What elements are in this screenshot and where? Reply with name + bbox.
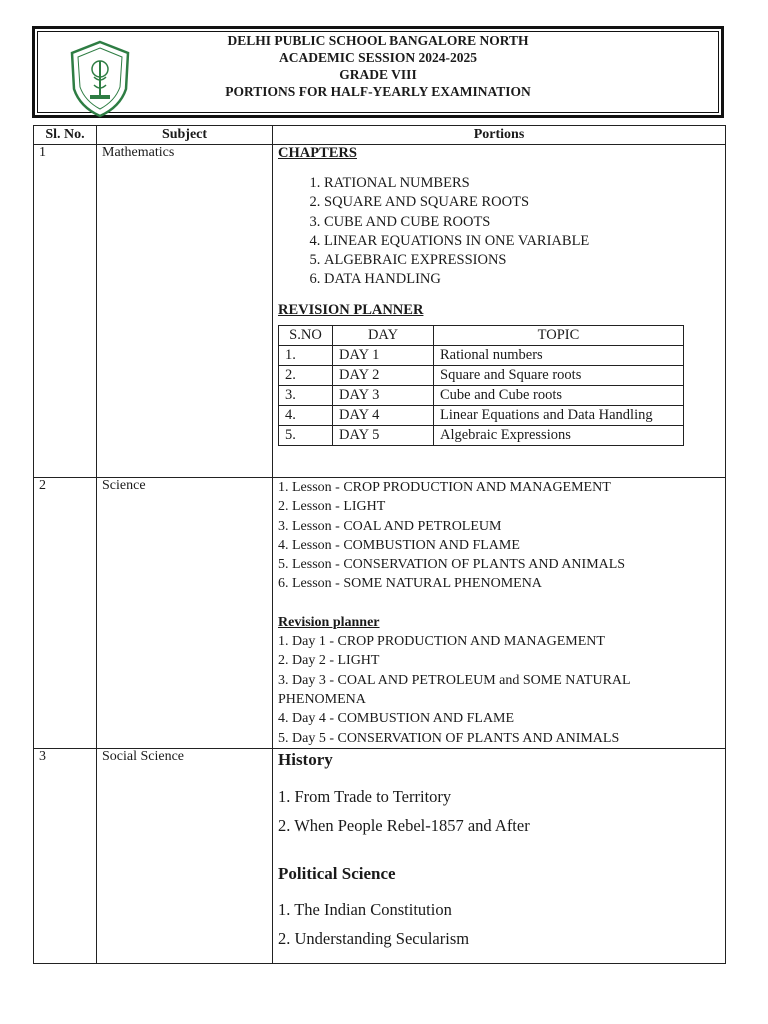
- planner-cell: DAY 2: [333, 365, 434, 385]
- chapter-list: [278, 174, 720, 290]
- table-row: [279, 365, 684, 385]
- portions-cell: [273, 478, 726, 749]
- list-item: 5. Lesson - CONSERVATION OF PLANTS AND ANIMALS: [278, 557, 626, 573]
- list-item: 3. Lesson - COAL AND PETROLEUM: [278, 518, 502, 534]
- sl-no: 2: [34, 478, 97, 749]
- planner-cell: 1.: [279, 345, 333, 365]
- list-item: 5. ALGEBRAIC EXPRESSIONS: [324, 251, 720, 270]
- col-header-subject: Subject: [97, 126, 273, 145]
- table-row-social-science: [34, 749, 726, 964]
- header-box: [32, 26, 724, 118]
- col-header-sl: Sl. No.: [34, 126, 97, 145]
- planner-cell: 2.: [279, 365, 333, 385]
- sl-no: 3: [34, 749, 97, 964]
- planner-cell: Cube and Cube roots: [434, 385, 684, 405]
- portions-cell: [273, 749, 726, 964]
- planner-cell: 4.: [279, 405, 333, 425]
- document-title: PORTIONS FOR HALF-YEARLY EXAMINATION: [225, 84, 531, 99]
- list-item: 2. SQUARE AND SQUARE ROOTS: [324, 193, 720, 212]
- subject-name: Social Science: [97, 749, 273, 964]
- list-item: 6. DATA HANDLING: [324, 270, 720, 289]
- planner-cell: DAY 5: [333, 425, 434, 445]
- planner-header: TOPIC: [434, 325, 684, 345]
- table-row-science: [34, 478, 726, 749]
- list-item: 1. From Trade to Territory: [278, 787, 452, 806]
- planner-cell: Square and Square roots: [434, 365, 684, 385]
- list-item: 3. CUBE AND CUBE ROOTS: [324, 213, 720, 232]
- history-heading: History: [278, 750, 333, 769]
- chapters-heading: CHAPTERS: [278, 145, 357, 161]
- school-name: DELHI PUBLIC SCHOOL BANGALORE NORTH: [227, 33, 529, 48]
- planner-cell: DAY 3: [333, 385, 434, 405]
- revision-planner-heading: Revision planner: [278, 614, 380, 630]
- list-item: 1. Day 1 - CROP PRODUCTION AND MANAGEMENT: [278, 634, 605, 650]
- planner-cell: 5.: [279, 425, 333, 445]
- grade: GRADE VIII: [339, 67, 417, 82]
- table-row: [279, 425, 684, 445]
- subject-name: Science: [97, 478, 273, 749]
- table-row: [279, 325, 684, 345]
- portions-cell: [273, 145, 726, 478]
- list-item: 4. Day 4 - COMBUSTION AND FLAME: [278, 711, 515, 727]
- academic-session: ACADEMIC SESSION 2024-2025: [278, 50, 478, 65]
- list-item: 1. The Indian Constitution: [278, 900, 452, 919]
- sl-no: 1: [34, 145, 97, 478]
- table-row: [279, 405, 684, 425]
- planner-cell: Rational numbers: [434, 345, 684, 365]
- list-item: 5. Day 5 - CONSERVATION OF PLANTS AND ANIMALS: [278, 730, 620, 746]
- political-science-heading: Political Science: [278, 864, 396, 883]
- list-item: 4. Lesson - COMBUSTION AND FLAME: [278, 537, 520, 553]
- planner-cell: Linear Equations and Data Handling: [434, 405, 684, 425]
- revision-planner-heading: REVISION PLANNER: [278, 301, 424, 318]
- table-row-mathematics: [34, 145, 726, 478]
- list-item: 2. Day 2 - LIGHT: [278, 653, 380, 669]
- planner-cell: Algebraic Expressions: [434, 425, 684, 445]
- list-item: 1. RATIONAL NUMBERS: [324, 174, 720, 193]
- table-row: [279, 385, 684, 405]
- col-header-portions: Portions: [273, 126, 726, 145]
- list-item: 2. When People Rebel-1857 and After: [278, 816, 530, 835]
- list-item: 2. Lesson - LIGHT: [278, 499, 386, 515]
- list-item: 2. Understanding Secularism: [278, 929, 470, 948]
- list-item: 3. Day 3 - COAL AND PETROLEUM and SOME NATURAL PHENOMENA: [278, 672, 631, 707]
- planner-header: DAY: [333, 325, 434, 345]
- subject-name: Mathematics: [97, 145, 273, 478]
- planner-header: S.NO: [279, 325, 333, 345]
- planner-cell: DAY 1: [333, 345, 434, 365]
- list-item: 1. Lesson - CROP PRODUCTION AND MANAGEMENT: [278, 480, 611, 495]
- planner-cell: DAY 4: [333, 405, 434, 425]
- table-header-row: [34, 126, 726, 145]
- list-item: 6. Lesson - SOME NATURAL PHENOMENA: [278, 576, 542, 592]
- planner-cell: 3.: [279, 385, 333, 405]
- portions-table: [33, 125, 726, 964]
- table-row: [279, 345, 684, 365]
- list-item: 4. LINEAR EQUATIONS IN ONE VARIABLE: [324, 232, 720, 251]
- revision-planner-table: [278, 325, 684, 446]
